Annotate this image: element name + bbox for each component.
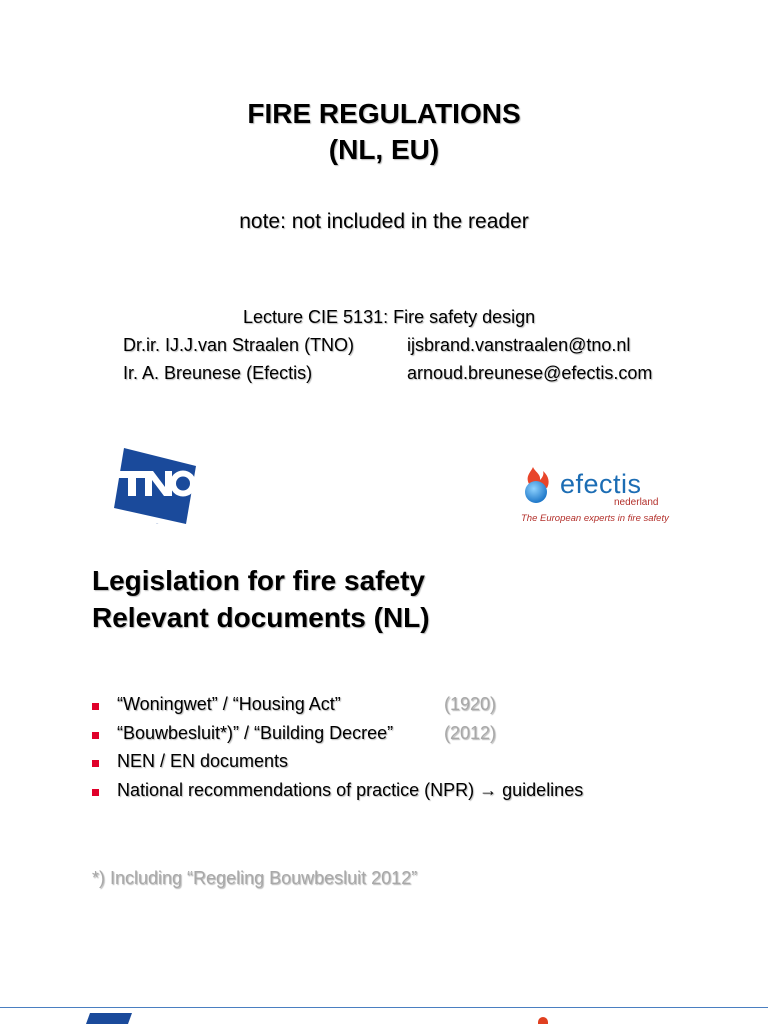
efectis-logo-fragment [538, 1017, 548, 1024]
bullet-marker-icon [92, 732, 99, 739]
slide-title-line1: FIRE REGULATIONS [247, 98, 521, 129]
efectis-subtitle: nederland [614, 497, 659, 508]
tno-logo-text: TNO [156, 524, 159, 525]
list-item-text: “Bouwbesluit*)” / “Building Decree” [117, 722, 394, 743]
slide-note: note: not included in the reader [239, 210, 529, 233]
footnote: *) Including “Regeling Bouwbesluit 2012” [92, 868, 418, 888]
list-item-year: (2012) [444, 722, 497, 743]
tno-logo [108, 442, 204, 528]
slide-title-line2: (NL, EU) [328, 134, 440, 165]
author-name-2: Ir. A. Breunese (Efectis) [123, 363, 313, 383]
section-heading-line2: Relevant documents (NL) [92, 602, 430, 633]
list-item-text: “Woningwet” / “Housing Act” [117, 694, 341, 714]
author-email-1: ijsbrand.vanstraalen@tno.nl [407, 335, 631, 355]
lecture-title: Lecture CIE 5131: Fire safety design [243, 307, 536, 327]
efectis-wordmark: efectis [560, 469, 642, 499]
bullet-marker-icon [92, 760, 99, 767]
list-item-text: NEN / EN documents [117, 751, 289, 771]
author-name-1: Dr.ir. IJ.J.van Straalen (TNO) [123, 335, 355, 355]
bullet-marker-icon [92, 789, 99, 796]
list-item-text: National recommendations of practice (NPR) → guidelines [117, 779, 584, 800]
author-email-2: arnoud.breunese@efectis.com [407, 363, 653, 383]
bullet-marker-icon [92, 703, 99, 710]
list-item-year: (1920) [444, 694, 497, 714]
slide-divider [0, 1007, 768, 1008]
efectis-tagline: The European experts in fire safety [521, 513, 669, 524]
efectis-flame-icon [519, 466, 555, 506]
tno-logo-fragment [86, 1013, 132, 1024]
section-heading-line1: Legislation for fire safety [92, 565, 425, 596]
